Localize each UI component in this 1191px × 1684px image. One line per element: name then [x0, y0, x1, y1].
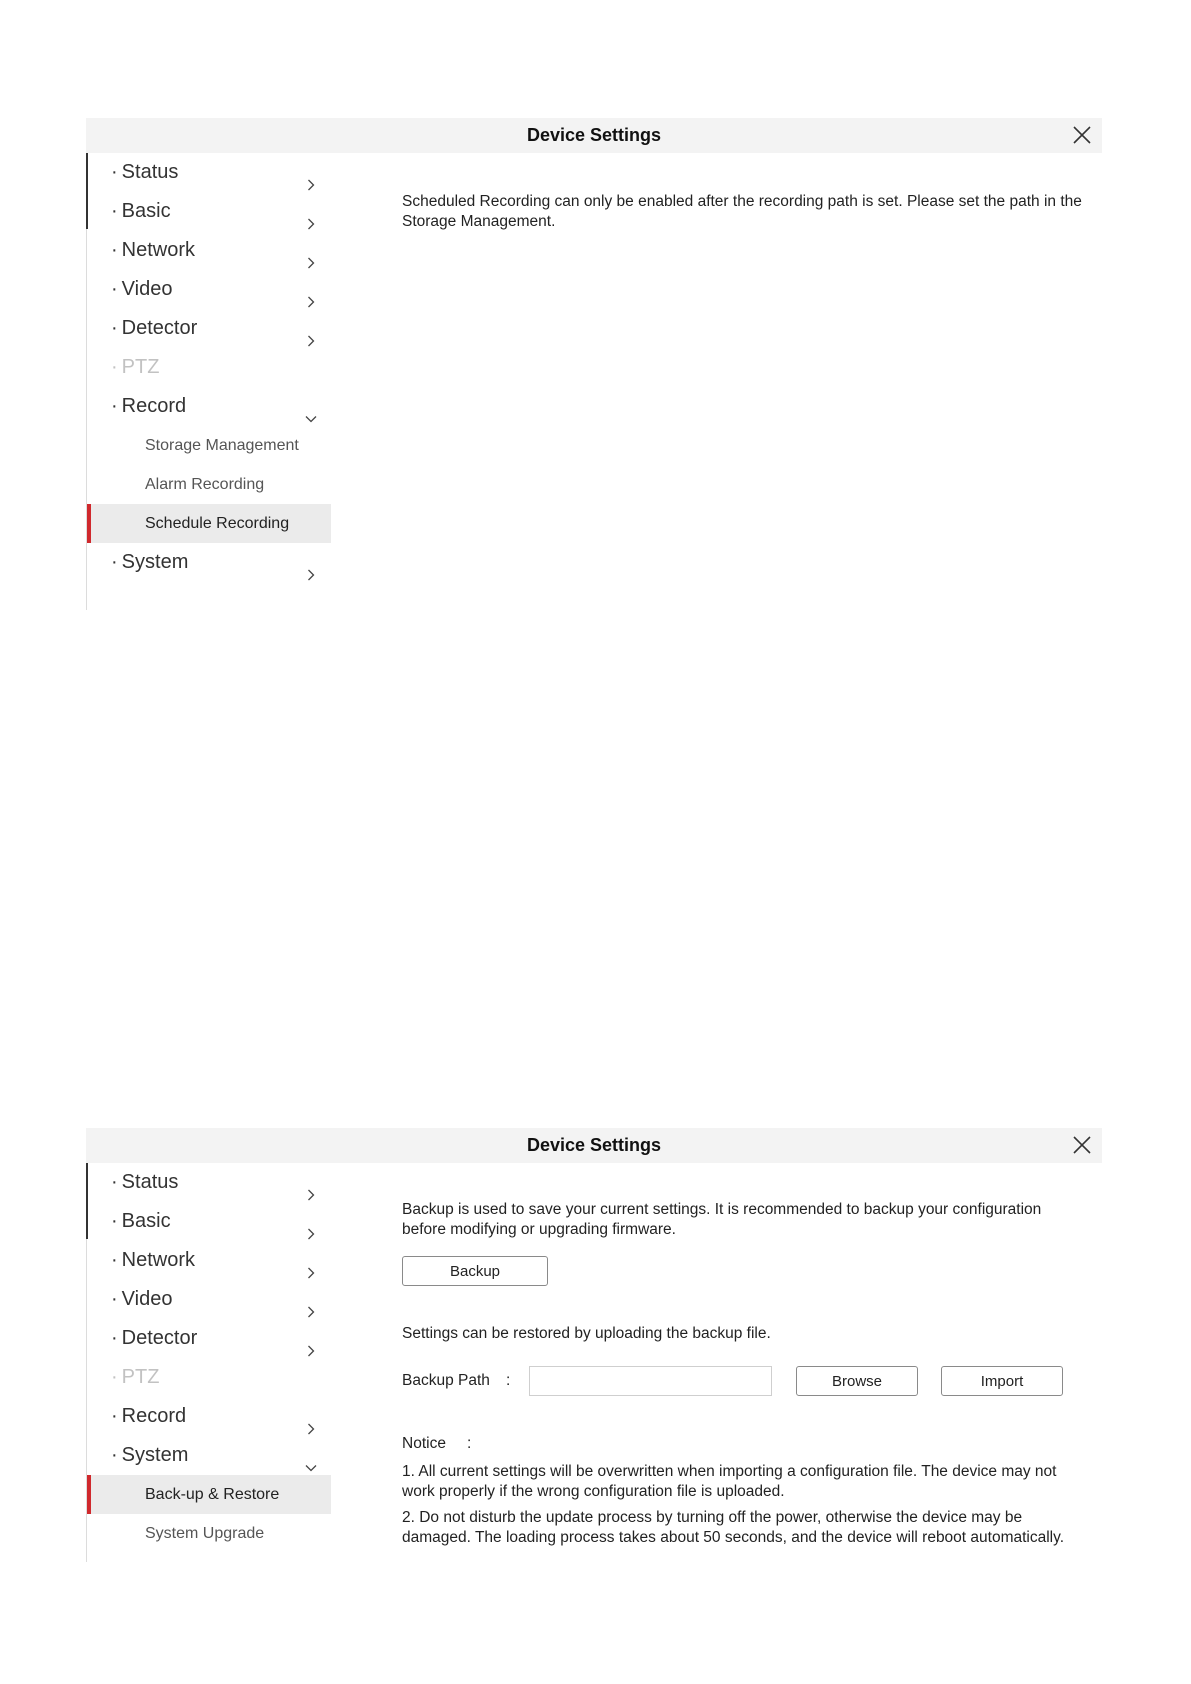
sidebar-item-text: Basic	[121, 1210, 171, 1232]
chevron-right-icon	[305, 1410, 317, 1422]
sidebar-item-label: · Video	[111, 278, 173, 300]
chevron-down-icon	[305, 400, 317, 412]
sidebar-subitem[interactable]	[87, 504, 331, 543]
backup-description: Backup is used to save your current settings. It is recommended to backup your configuration before modifying or upgrading firmware.	[402, 1201, 1042, 1238]
chevron-right-icon	[305, 166, 317, 178]
sidebar-item-label: · Detector	[111, 317, 198, 339]
chevron-right-icon	[305, 205, 317, 217]
sidebar-item-label: · Record	[111, 1405, 187, 1427]
sidebar-item-basic[interactable]	[87, 192, 331, 231]
sidebar-item-text: Network	[121, 239, 196, 261]
sidebar-item-system[interactable]	[87, 543, 331, 582]
sidebar-item-label: · Record	[111, 395, 187, 417]
sidebar-item-label: · Basic	[111, 200, 171, 222]
chevron-right-icon	[305, 244, 317, 256]
backup-path-colon: :	[506, 1372, 511, 1389]
device-settings-panel-system	[86, 1128, 1102, 1562]
sidebar-item-label: · PTZ	[111, 356, 160, 378]
sidebar-item-label: · Status	[111, 1171, 179, 1193]
sidebar-item-text: Record	[121, 1405, 187, 1427]
sidebar-item-label: · Video	[111, 1288, 173, 1310]
sidebar-item-label: · Status	[111, 161, 179, 183]
sidebar-item-video[interactable]	[87, 1280, 331, 1319]
sidebar-item-text: Video	[121, 1288, 173, 1310]
backup-path-input[interactable]	[529, 1366, 772, 1396]
chevron-right-icon	[305, 322, 317, 334]
backup-button[interactable]: Backup	[402, 1256, 548, 1286]
sidebar-item-record[interactable]	[87, 387, 331, 426]
sidebar-item-text: Network	[121, 1249, 196, 1271]
browse-button[interactable]: Browse	[796, 1366, 918, 1396]
schedule-recording-content	[402, 192, 1082, 232]
sidebar-item-text: System	[121, 1444, 189, 1466]
sidebar-item-text: Video	[121, 278, 173, 300]
panel-title: Device Settings	[526, 125, 662, 145]
chevron-right-icon	[305, 283, 317, 295]
sidebar-item-status[interactable]	[87, 153, 331, 192]
notice-item: 2. Do not disturb the update process by turning off the power, otherwise the device may be damaged. The loading process takes about 50 seconds, and the device will reboot automatically.	[402, 1509, 1065, 1546]
close-icon[interactable]	[1070, 123, 1094, 147]
sidebar-item-text: Detector	[121, 1327, 198, 1349]
chevron-right-icon	[305, 1293, 317, 1305]
sidebar-item-label: · PTZ	[111, 1366, 160, 1388]
sidebar-item-text: Record	[121, 395, 187, 417]
chevron-down-icon	[305, 1449, 317, 1461]
sidebar-item-ptz	[87, 1358, 331, 1397]
sidebar-subitem-label: Back-up & Restore	[145, 1486, 280, 1503]
sidebar-item-label: · System	[111, 1444, 189, 1466]
chevron-right-icon	[305, 1215, 317, 1227]
sidebar-item-label: · Network	[111, 239, 196, 261]
sidebar-item-detector[interactable]	[87, 1319, 331, 1358]
notice-label: Notice	[402, 1435, 446, 1452]
schedule-recording-message: Scheduled Recording can only be enabled after the recording path is set. Please set the path in the Storage Management.	[402, 193, 1082, 230]
chevron-right-icon	[305, 1332, 317, 1344]
chevron-right-icon	[305, 1254, 317, 1266]
notice-item: 1. All current settings will be overwritten when importing a configuration file. The device may not work properly if the wrong configuration file is uploaded.	[402, 1463, 1057, 1500]
backup-path-label: Backup Path	[402, 1372, 490, 1389]
sidebar-item-detector[interactable]	[87, 309, 331, 348]
notice-colon: :	[467, 1435, 472, 1452]
sidebar-item-label: · Detector	[111, 1327, 198, 1349]
sidebar-subitem-label: System Upgrade	[145, 1525, 265, 1542]
sidebar-item-label: · Network	[111, 1249, 196, 1271]
sidebar-item-text: System	[121, 551, 189, 573]
chevron-right-icon	[305, 556, 317, 568]
chevron-right-icon	[305, 1176, 317, 1188]
restore-description: Settings can be restored by uploading the backup file.	[402, 1325, 771, 1342]
device-settings-panel-record	[86, 118, 1102, 610]
sidebar-item-text: Status	[121, 161, 179, 183]
sidebar-item-label: · System	[111, 551, 189, 573]
sidebar-item-label: · Basic	[111, 1210, 171, 1232]
sidebar-item-text: Detector	[121, 317, 198, 339]
backup-restore-content	[402, 1200, 1092, 1240]
sidebar-item-text: Basic	[121, 200, 171, 222]
sidebar-subitem[interactable]	[87, 465, 331, 504]
sidebar-item-text: PTZ	[121, 1366, 160, 1388]
sidebar-item-video[interactable]	[87, 270, 331, 309]
sidebar-subitem[interactable]	[87, 1475, 331, 1514]
sidebar-subitem[interactable]	[87, 426, 331, 465]
sidebar-item-text: PTZ	[121, 356, 160, 378]
settings-sidebar	[86, 153, 331, 610]
panel-header	[86, 1128, 1102, 1163]
settings-sidebar	[86, 1163, 331, 1562]
sidebar-item-ptz	[87, 348, 331, 387]
sidebar-subitem[interactable]	[87, 1514, 331, 1553]
sidebar-item-basic[interactable]	[87, 1202, 331, 1241]
sidebar-subitem-label: Alarm Recording	[145, 476, 265, 493]
sidebar-item-network[interactable]	[87, 231, 331, 270]
sidebar-subitem-label: Schedule Recording	[145, 515, 290, 532]
panel-header	[86, 118, 1102, 153]
sidebar-item-record[interactable]	[87, 1397, 331, 1436]
import-button[interactable]: Import	[941, 1366, 1063, 1396]
sidebar-item-text: Status	[121, 1171, 179, 1193]
panel-title: Device Settings	[526, 1135, 662, 1155]
sidebar-item-network[interactable]	[87, 1241, 331, 1280]
sidebar-subitem-label: Storage Management	[145, 437, 299, 454]
close-icon[interactable]	[1070, 1133, 1094, 1157]
sidebar-item-system[interactable]	[87, 1436, 331, 1475]
sidebar-item-status[interactable]	[87, 1163, 331, 1202]
